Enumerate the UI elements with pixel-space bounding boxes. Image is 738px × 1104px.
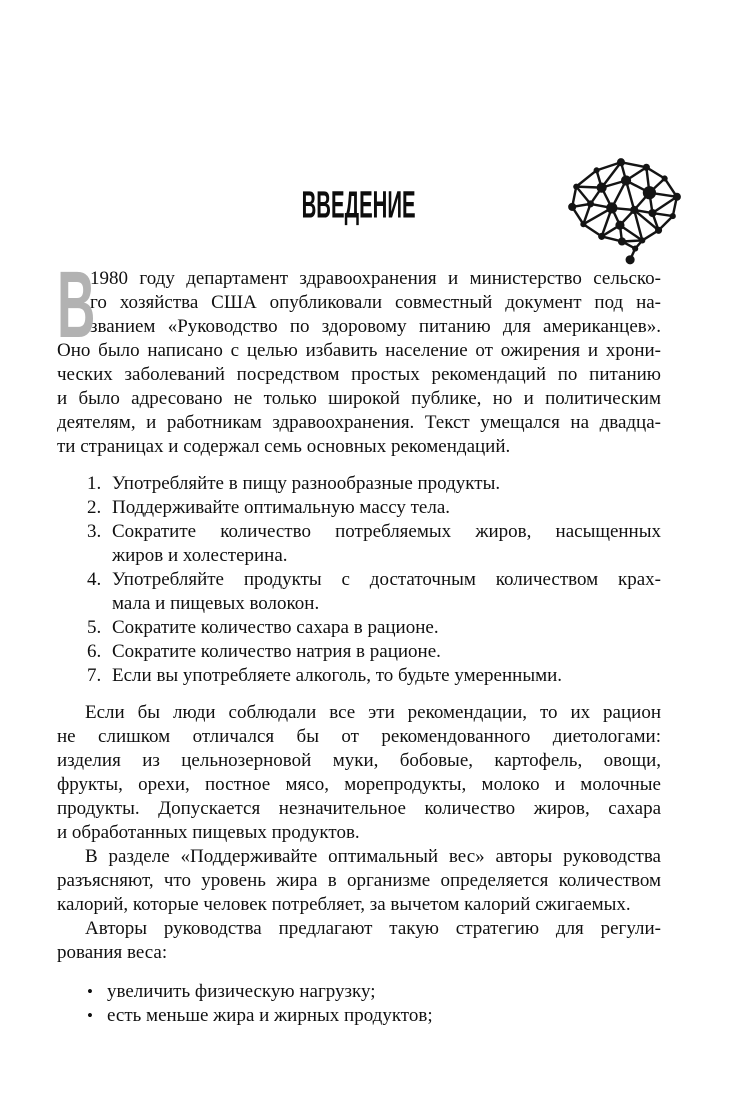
paragraph-recommendation-summary [57,701,661,845]
item-text [112,664,661,688]
text-line: жиров и холестерина. [112,545,288,566]
text-line: Сократите количество сахара в рационе. [112,617,439,638]
text-line: званием «Руководство по здоровому питанию для американцев». [90,316,661,337]
text-line: продукты. Допускается незначительное количество жиров, сахара [57,798,661,819]
text-line: 1980 году департамент здравоохранения и министерство сельско- [90,268,661,289]
numbered-list-item [87,640,661,664]
item-number: 3. [87,521,102,542]
text-line: Авторы руководства предлагают такую стратегию для регули- [85,918,661,939]
bullet-icon: • [87,1006,93,1025]
text-line: мала и пищевых волокон. [112,593,320,614]
numbered-list-item [87,472,661,496]
text-column [57,252,661,1028]
numbered-list [57,472,661,688]
text-line: ти страницах и содержал семь основных рекомендаций. [57,436,511,457]
paragraph-strategy-lead [57,917,661,965]
text-line: и обработанных пищевых продуктов. [57,822,360,843]
numbered-list-item [87,496,661,520]
text-line: Сократите количество потребляемых жиров, насыщенных [112,521,661,542]
item-text [112,640,661,664]
numbered-list-item [87,664,661,688]
bullet-text: увеличить физическую нагрузку; [107,981,376,1002]
text-line: Оно было написано с целью избавить население от ожирения и хрони- [57,340,661,361]
item-text [112,568,661,616]
text-line: Употребляйте продукты с достаточным количеством крах- [112,569,661,590]
text-line: и было адресовано не только широкой публике, но и политическим [57,388,661,409]
bullet-text: есть меньше жира и жирных продуктов; [107,1005,433,1026]
text-line: го хозяйства США опубликовали совместный документ под на- [90,292,661,313]
text-line: Поддерживайте оптимальную массу тела. [112,497,451,518]
text-line: В разделе «Поддерживайте оптимальный вес» авторы руководства [85,846,661,867]
text-line: Употребляйте в пищу разнообразные продукты. [112,473,501,494]
drop-cap: В [57,252,96,358]
text-line: Если вы употребляете алкоголь, то будьте умеренными. [112,665,563,686]
numbered-list-item [87,568,661,616]
bullet-list [57,980,661,1028]
text-line: калорий, которые человек потребляет, за вычетом калорий сжигаемых. [57,894,631,915]
text-line: деятелям, и работникам здравоохранения. Текст умещался на двадца- [57,412,661,433]
text-line: ческих заболеваний посредством простых рекомендаций по питанию [57,364,661,385]
item-text [112,496,661,520]
item-number: 1. [87,473,102,494]
item-number: 7. [87,665,102,686]
page-title-text: ВВЕДЕНИЕ [302,183,416,226]
numbered-list-item [87,616,661,640]
text-line: не слишком отличался бы от рекомендованного диетологами: [57,726,661,747]
item-number: 4. [87,569,102,590]
text-line: изделия из цельнозерновой муки, бобовые, картофель, овощи, [57,750,661,771]
item-number: 2. [87,497,102,518]
item-number: 5. [87,617,102,638]
numbered-list-item [87,520,661,568]
text-line: разъясняют, что уровень жира в организме определяется количеством [57,870,661,891]
bullet-icon: • [87,982,93,1001]
item-text [112,616,661,640]
item-text [112,472,661,496]
item-number: 6. [87,641,102,662]
bullet-item [87,1004,661,1028]
bullet-item [87,980,661,1004]
text-line: Если бы люди соблюдали все эти рекомендации, то их рацион [85,702,661,723]
text-line: рования веса: [57,942,168,963]
paragraph-optimal-weight [57,845,661,917]
text-line: фрукты, орехи, постное мясо, морепродукты, молоко и молочные [57,774,661,795]
brain-network-icon [560,156,686,266]
text-line: Сократите количество натрия в рационе. [112,641,441,662]
intro-paragraph [57,252,661,459]
item-text [112,520,661,568]
